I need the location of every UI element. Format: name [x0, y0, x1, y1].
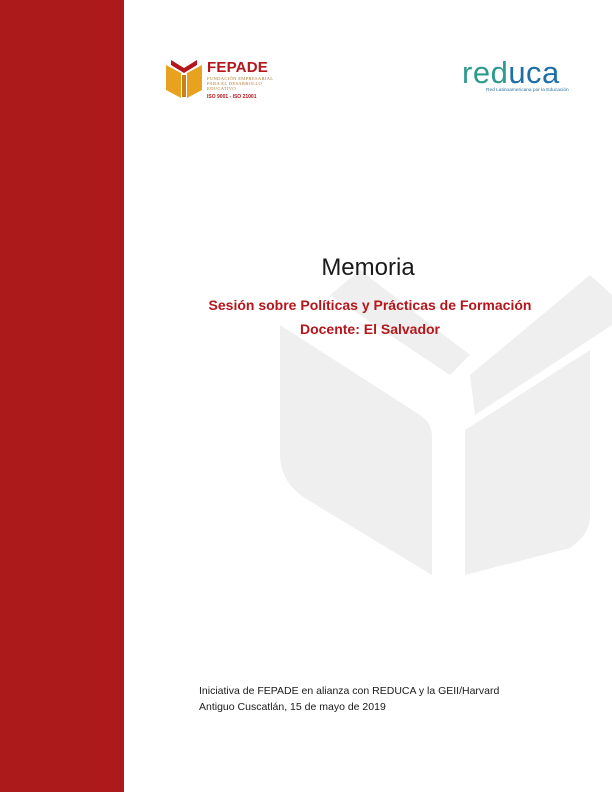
fepade-iso-label: ISO 9001 - ISO 21001: [207, 94, 257, 100]
document-subtitle: [170, 293, 570, 341]
reduca-tagline: Red Latinoamericana por la Educación: [486, 88, 569, 93]
reduca-wordmark: reduca: [462, 55, 560, 90]
subtitle-line: Docente: El Salvador: [299, 321, 441, 337]
fepade-logo: [165, 59, 295, 103]
fepade-subtitle: FUNDACIÓN EMPRESARIAL PARA EL DESARROLLO EDUCATIVO: [207, 76, 274, 92]
footer-place-date-line: Antiguo Cuscatlán, 15 de mayo de 2019: [199, 701, 386, 713]
fepade-name: FEPADE: [207, 59, 268, 76]
red-sidebar-band: [0, 0, 124, 792]
document-title: Memoria: [321, 254, 415, 281]
subtitle-line: Sesión sobre Políticas y Prácticas de Formación: [208, 297, 532, 313]
reduca-logo: [462, 56, 594, 98]
fepade-book-emblem-icon: [165, 59, 203, 99]
document-footer: [199, 683, 499, 715]
footer-initiative-line: Iniciativa de FEPADE en alianza con REDUCA y la GEII/Harvard: [199, 685, 500, 697]
